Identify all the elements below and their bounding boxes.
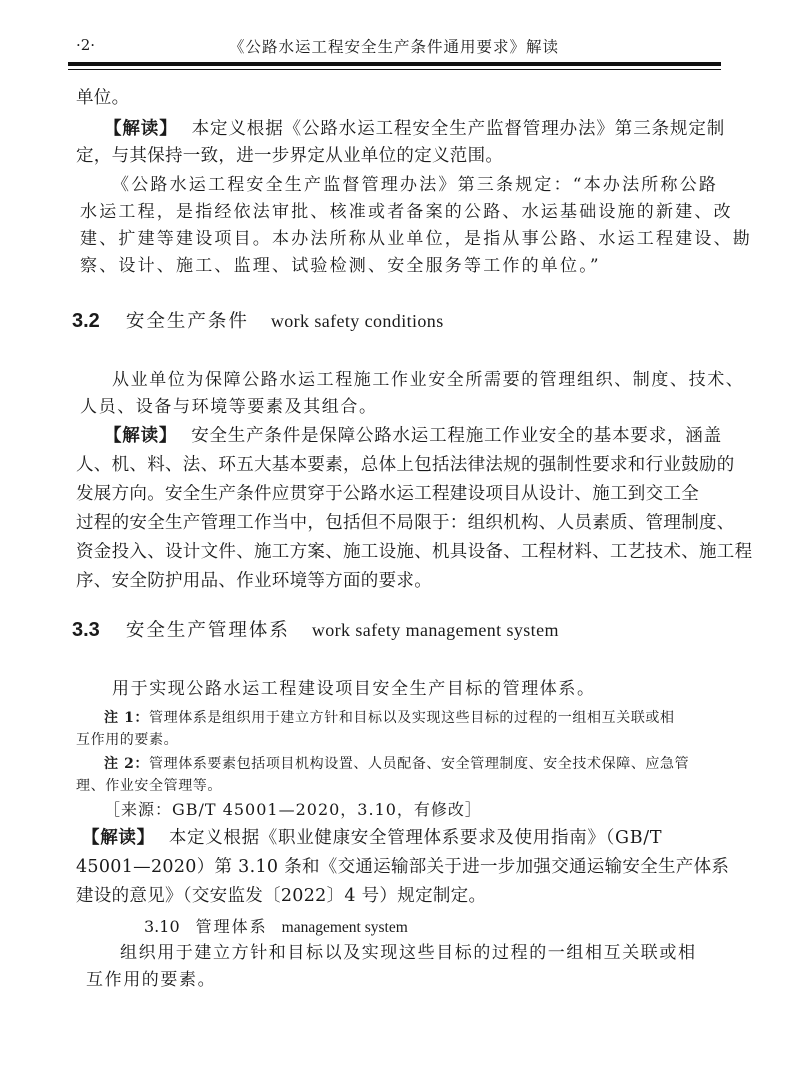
referenced-definition-line-1: 组织用于建立方针和目标以及实现这些目标的过程的一组相互关联或相 [120,943,697,963]
interpretation-3-2-line-2: 人、机、料、法、环五大基本要素，总体上包括法律法规的强制性要求和行业鼓励的 [76,455,735,475]
note-text: 管理体系要素包括项目机构设置、人员配备、安全管理制度、安全技术保障、应急管 [149,756,690,772]
quote-line-1: 《公路水运工程安全生产监督管理办法》第三条规定：“本办法所称公路 [112,175,719,195]
interpretation-text: 安全生产条件是保障公路水运工程施工作业安全的基本要求，涵盖 [191,426,722,446]
section-title-en: work safety management system [311,620,559,640]
note-label: 注 1： [104,710,150,726]
note-label: 注 2： [104,756,150,772]
header-rule-thin [68,69,721,70]
quote-line-4: 察、设计、施工、监理、试验检测、安全服务等工作的单位。” [80,256,601,276]
interpretation-3-3-line-1 [82,827,662,849]
section-number: 3.2 [72,310,100,332]
interpretation-label: 【解读】 [104,119,178,139]
interpretation-text: 本定义根据《职业健康安全管理体系要求及使用指南》（GB/T [168,828,663,848]
note-text: 管理体系是组织用于建立方针和目标以及实现这些目标的过程的一组相互关联或相 [149,710,675,726]
page-header [68,34,720,60]
interpretation-3-2-line-4: 过程的安全生产管理工作当中，包括但不局限于：组织机构、人员素质、管理制度、 [76,513,735,533]
interpretation-3-2-line-6: 序、安全防护用品、作业环境等方面的要求。 [76,571,432,591]
definition-3-2-line-2: 人员、设备与环境等要素及其组合。 [80,397,378,417]
quote-line-2: 水运工程，是指经依法审批、核准或者备案的公路、水运基础设施的新建、改 [80,202,733,222]
section-title-cn: 安全生产条件 [125,311,249,332]
note-2-line-2: 理、作业安全管理等。 [76,778,222,794]
interpretation-3-3-line-2: 45001—2020）第 3.10 条和《交通运输部关于进一步加强交通运输安全生产体系 [76,857,730,877]
referenced-number: 3.10 [144,917,180,936]
interpretation-3-2-line-1 [104,425,722,447]
interpretation-3-3-line-3: 建设的意见》（交安监发〔2022〕4 号）规定制定。 [76,886,487,906]
quote-line-3: 建、扩建等建设项目。本办法所称从业单位，是指从事公路、水运工程建设、勘 [80,229,752,249]
section-title-cn: 安全生产管理体系 [125,620,290,641]
interpretation-text: 本定义根据《公路水运工程安全生产监督管理办法》第三条规定制 [191,119,726,139]
section-heading-3-2 [72,309,444,334]
continuation-text: 单位。 [76,88,130,108]
referenced-definition-heading [144,916,408,939]
referenced-title-cn: 管理体系 [195,917,268,936]
definition-3-3: 用于实现公路水运工程建设项目安全生产目标的管理体系。 [112,679,596,699]
note-1-line-2: 互作用的要素。 [76,732,179,748]
interpretation-label: 【解读】 [82,828,155,848]
header-rule-thick [68,62,721,66]
referenced-definition-line-2: 互作用的要素。 [86,970,217,990]
section-heading-3-3 [72,618,559,643]
interpretation-3-2-line-3: 发展方向。安全生产条件应贯穿于公路水运工程建设项目从设计、施工到交工全 [76,484,699,504]
definition-3-2-line-1: 从业单位为保障公路水运工程施工作业安全所需要的管理组织、制度、技术、 [112,370,745,390]
note-1-line-1 [104,707,675,729]
section-number: 3.3 [72,619,100,641]
interpretation-paragraph-1-line-2: 定，与其保持一致，进一步界定从业单位的定义范围。 [76,146,504,166]
source-citation: ［来源：GB/T 45001—2020，3.10，有修改］ [104,800,482,819]
interpretation-3-2-line-5: 资金投入、设计文件、施工方案、施工设施、机具设备、工程材料、工艺技术、施工程 [76,542,753,562]
note-2-line-1 [104,753,689,775]
page-number: ·2· [76,36,96,54]
referenced-title-en: management system [281,919,408,936]
running-title: 《公路水运工程安全生产条件通用要求》解读 [228,38,559,56]
interpretation-label: 【解读】 [104,426,178,446]
interpretation-paragraph-1-line-1 [104,118,725,140]
section-title-en: work safety conditions [270,311,444,331]
